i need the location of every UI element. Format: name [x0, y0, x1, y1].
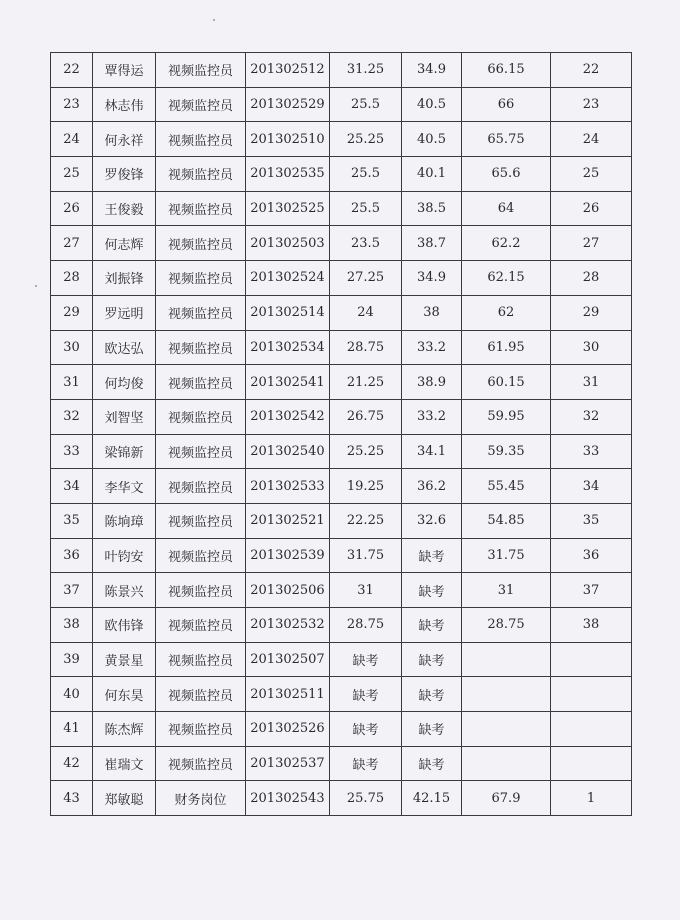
position-cell: 视频监控员: [156, 608, 246, 643]
table-row: [51, 538, 632, 573]
exam-id-cell: 201302521: [246, 503, 330, 538]
rank-cell: 23: [551, 87, 632, 122]
score-a-cell: 27.25: [330, 261, 402, 296]
score-b-cell: 38.5: [402, 191, 462, 226]
total-score-cell: [462, 677, 551, 712]
row-number-cell: 30: [51, 330, 93, 365]
rank-cell: 38: [551, 608, 632, 643]
position-cell: 视频监控员: [156, 330, 246, 365]
rank-cell: 33: [551, 434, 632, 469]
position-cell: 视频监控员: [156, 295, 246, 330]
scan-speck: [35, 285, 37, 287]
position-cell: 视频监控员: [156, 399, 246, 434]
table-row: [51, 746, 632, 781]
name-cell: 梁锦新: [93, 434, 156, 469]
row-number-cell: 22: [51, 53, 93, 88]
name-cell: 林志伟: [93, 87, 156, 122]
exam-id-cell: 201302539: [246, 538, 330, 573]
name-cell: 郑敏聪: [93, 781, 156, 816]
name-cell: 叶钧安: [93, 538, 156, 573]
score-b-cell: 38.7: [402, 226, 462, 261]
total-score-cell: 65.75: [462, 122, 551, 157]
exam-id-cell: 201302540: [246, 434, 330, 469]
name-cell: 何东昊: [93, 677, 156, 712]
exam-id-cell: 201302503: [246, 226, 330, 261]
exam-id-cell: 201302541: [246, 365, 330, 400]
total-score-cell: 66: [462, 87, 551, 122]
table-row: [51, 365, 632, 400]
position-cell: 视频监控员: [156, 538, 246, 573]
table-row: [51, 53, 632, 88]
score-a-cell: 24: [330, 295, 402, 330]
exam-id-cell: 201302535: [246, 157, 330, 192]
position-cell: 视频监控员: [156, 434, 246, 469]
row-number-cell: 37: [51, 573, 93, 608]
table-row: [51, 642, 632, 677]
score-a-cell: 缺考: [330, 642, 402, 677]
name-cell: 黄景星: [93, 642, 156, 677]
exam-id-cell: 201302542: [246, 399, 330, 434]
rank-cell: 30: [551, 330, 632, 365]
rank-cell: 27: [551, 226, 632, 261]
row-number-cell: 23: [51, 87, 93, 122]
row-number-cell: 34: [51, 469, 93, 504]
table-row: [51, 226, 632, 261]
rank-cell: 34: [551, 469, 632, 504]
score-b-cell: 34.1: [402, 434, 462, 469]
total-score-cell: 28.75: [462, 608, 551, 643]
exam-id-cell: 201302512: [246, 53, 330, 88]
total-score-cell: 67.9: [462, 781, 551, 816]
rank-cell: 31: [551, 365, 632, 400]
position-cell: 视频监控员: [156, 157, 246, 192]
score-b-cell: 38.9: [402, 365, 462, 400]
total-score-cell: [462, 746, 551, 781]
rank-cell: 25: [551, 157, 632, 192]
row-number-cell: 43: [51, 781, 93, 816]
rank-cell: [551, 746, 632, 781]
table-row: [51, 87, 632, 122]
score-a-cell: 21.25: [330, 365, 402, 400]
total-score-cell: 62: [462, 295, 551, 330]
row-number-cell: 25: [51, 157, 93, 192]
position-cell: 视频监控员: [156, 87, 246, 122]
score-a-cell: 25.5: [330, 87, 402, 122]
row-number-cell: 29: [51, 295, 93, 330]
position-cell: 视频监控员: [156, 469, 246, 504]
score-a-cell: 25.25: [330, 122, 402, 157]
score-b-cell: 34.9: [402, 53, 462, 88]
name-cell: 覃得运: [93, 53, 156, 88]
table-row: [51, 330, 632, 365]
position-cell: 视频监控员: [156, 573, 246, 608]
name-cell: 陈杰辉: [93, 712, 156, 747]
exam-id-cell: 201302534: [246, 330, 330, 365]
exam-id-cell: 201302506: [246, 573, 330, 608]
score-a-cell: 31: [330, 573, 402, 608]
row-number-cell: 31: [51, 365, 93, 400]
score-b-cell: 缺考: [402, 642, 462, 677]
score-b-cell: 33.2: [402, 330, 462, 365]
score-b-cell: 40.5: [402, 122, 462, 157]
exam-id-cell: 201302533: [246, 469, 330, 504]
table-row: [51, 712, 632, 747]
score-b-cell: 42.15: [402, 781, 462, 816]
position-cell: 视频监控员: [156, 677, 246, 712]
rank-cell: 1: [551, 781, 632, 816]
position-cell: 视频监控员: [156, 261, 246, 296]
total-score-cell: 64: [462, 191, 551, 226]
table-row: [51, 434, 632, 469]
row-number-cell: 39: [51, 642, 93, 677]
score-a-cell: 25.5: [330, 157, 402, 192]
exam-id-cell: 201302510: [246, 122, 330, 157]
total-score-cell: [462, 712, 551, 747]
rank-cell: 26: [551, 191, 632, 226]
total-score-cell: 61.95: [462, 330, 551, 365]
position-cell: 财务岗位: [156, 781, 246, 816]
rank-cell: 37: [551, 573, 632, 608]
exam-id-cell: 201302524: [246, 261, 330, 296]
position-cell: 视频监控员: [156, 746, 246, 781]
rank-cell: 36: [551, 538, 632, 573]
score-b-cell: 40.1: [402, 157, 462, 192]
score-a-cell: 缺考: [330, 746, 402, 781]
position-cell: 视频监控员: [156, 191, 246, 226]
score-a-cell: 缺考: [330, 677, 402, 712]
position-cell: 视频监控员: [156, 712, 246, 747]
total-score-cell: 62.15: [462, 261, 551, 296]
score-b-cell: 38: [402, 295, 462, 330]
name-cell: 罗远明: [93, 295, 156, 330]
row-number-cell: 41: [51, 712, 93, 747]
table-row: [51, 157, 632, 192]
name-cell: 何均俊: [93, 365, 156, 400]
score-b-cell: 34.9: [402, 261, 462, 296]
total-score-cell: [462, 642, 551, 677]
row-number-cell: 27: [51, 226, 93, 261]
score-a-cell: 28.75: [330, 330, 402, 365]
score-a-cell: 31.75: [330, 538, 402, 573]
table-row: [51, 261, 632, 296]
position-cell: 视频监控员: [156, 365, 246, 400]
name-cell: 罗俊锋: [93, 157, 156, 192]
rank-cell: [551, 677, 632, 712]
row-number-cell: 35: [51, 503, 93, 538]
position-cell: 视频监控员: [156, 53, 246, 88]
name-cell: 王俊毅: [93, 191, 156, 226]
score-b-cell: 40.5: [402, 87, 462, 122]
position-cell: 视频监控员: [156, 226, 246, 261]
results-table: [50, 52, 632, 816]
table-row: [51, 503, 632, 538]
score-b-cell: 缺考: [402, 573, 462, 608]
score-a-cell: 25.25: [330, 434, 402, 469]
score-b-cell: 缺考: [402, 712, 462, 747]
score-b-cell: 缺考: [402, 677, 462, 712]
row-number-cell: 36: [51, 538, 93, 573]
row-number-cell: 42: [51, 746, 93, 781]
score-a-cell: 28.75: [330, 608, 402, 643]
rank-cell: 28: [551, 261, 632, 296]
exam-id-cell: 201302537: [246, 746, 330, 781]
total-score-cell: 55.45: [462, 469, 551, 504]
rank-cell: 22: [551, 53, 632, 88]
rank-cell: 32: [551, 399, 632, 434]
row-number-cell: 26: [51, 191, 93, 226]
table-row: [51, 608, 632, 643]
score-b-cell: 缺考: [402, 608, 462, 643]
table-row: [51, 469, 632, 504]
row-number-cell: 32: [51, 399, 93, 434]
score-a-cell: 25.5: [330, 191, 402, 226]
row-number-cell: 28: [51, 261, 93, 296]
name-cell: 陈景兴: [93, 573, 156, 608]
name-cell: 陈垧璋: [93, 503, 156, 538]
rank-cell: 24: [551, 122, 632, 157]
position-cell: 视频监控员: [156, 122, 246, 157]
score-a-cell: 19.25: [330, 469, 402, 504]
row-number-cell: 38: [51, 608, 93, 643]
score-b-cell: 36.2: [402, 469, 462, 504]
rank-cell: 35: [551, 503, 632, 538]
row-number-cell: 33: [51, 434, 93, 469]
score-b-cell: 缺考: [402, 746, 462, 781]
table-row: [51, 677, 632, 712]
exam-id-cell: 201302543: [246, 781, 330, 816]
row-number-cell: 24: [51, 122, 93, 157]
exam-id-cell: 201302525: [246, 191, 330, 226]
score-b-cell: 缺考: [402, 538, 462, 573]
total-score-cell: 31.75: [462, 538, 551, 573]
exam-id-cell: 201302532: [246, 608, 330, 643]
exam-id-cell: 201302526: [246, 712, 330, 747]
score-a-cell: 23.5: [330, 226, 402, 261]
total-score-cell: 66.15: [462, 53, 551, 88]
name-cell: 刘智坚: [93, 399, 156, 434]
total-score-cell: 59.35: [462, 434, 551, 469]
position-cell: 视频监控员: [156, 503, 246, 538]
exam-id-cell: 201302507: [246, 642, 330, 677]
position-cell: 视频监控员: [156, 642, 246, 677]
table-body: [51, 53, 632, 816]
score-b-cell: 32.6: [402, 503, 462, 538]
row-number-cell: 40: [51, 677, 93, 712]
table-row: [51, 781, 632, 816]
table-row: [51, 573, 632, 608]
name-cell: 欧伟锋: [93, 608, 156, 643]
total-score-cell: 65.6: [462, 157, 551, 192]
rank-cell: [551, 642, 632, 677]
name-cell: 刘振锋: [93, 261, 156, 296]
score-a-cell: 缺考: [330, 712, 402, 747]
rank-cell: 29: [551, 295, 632, 330]
total-score-cell: 60.15: [462, 365, 551, 400]
exam-id-cell: 201302511: [246, 677, 330, 712]
total-score-cell: 59.95: [462, 399, 551, 434]
exam-id-cell: 201302514: [246, 295, 330, 330]
score-a-cell: 22.25: [330, 503, 402, 538]
name-cell: 何志辉: [93, 226, 156, 261]
name-cell: 欧达弘: [93, 330, 156, 365]
score-a-cell: 31.25: [330, 53, 402, 88]
table-row: [51, 122, 632, 157]
score-b-cell: 33.2: [402, 399, 462, 434]
name-cell: 何永祥: [93, 122, 156, 157]
table-row: [51, 191, 632, 226]
exam-id-cell: 201302529: [246, 87, 330, 122]
name-cell: 崔瑞文: [93, 746, 156, 781]
table-row: [51, 399, 632, 434]
total-score-cell: 62.2: [462, 226, 551, 261]
score-a-cell: 26.75: [330, 399, 402, 434]
scan-speck: [213, 19, 215, 21]
rank-cell: [551, 712, 632, 747]
total-score-cell: 54.85: [462, 503, 551, 538]
score-a-cell: 25.75: [330, 781, 402, 816]
name-cell: 李华文: [93, 469, 156, 504]
table-row: [51, 295, 632, 330]
total-score-cell: 31: [462, 573, 551, 608]
